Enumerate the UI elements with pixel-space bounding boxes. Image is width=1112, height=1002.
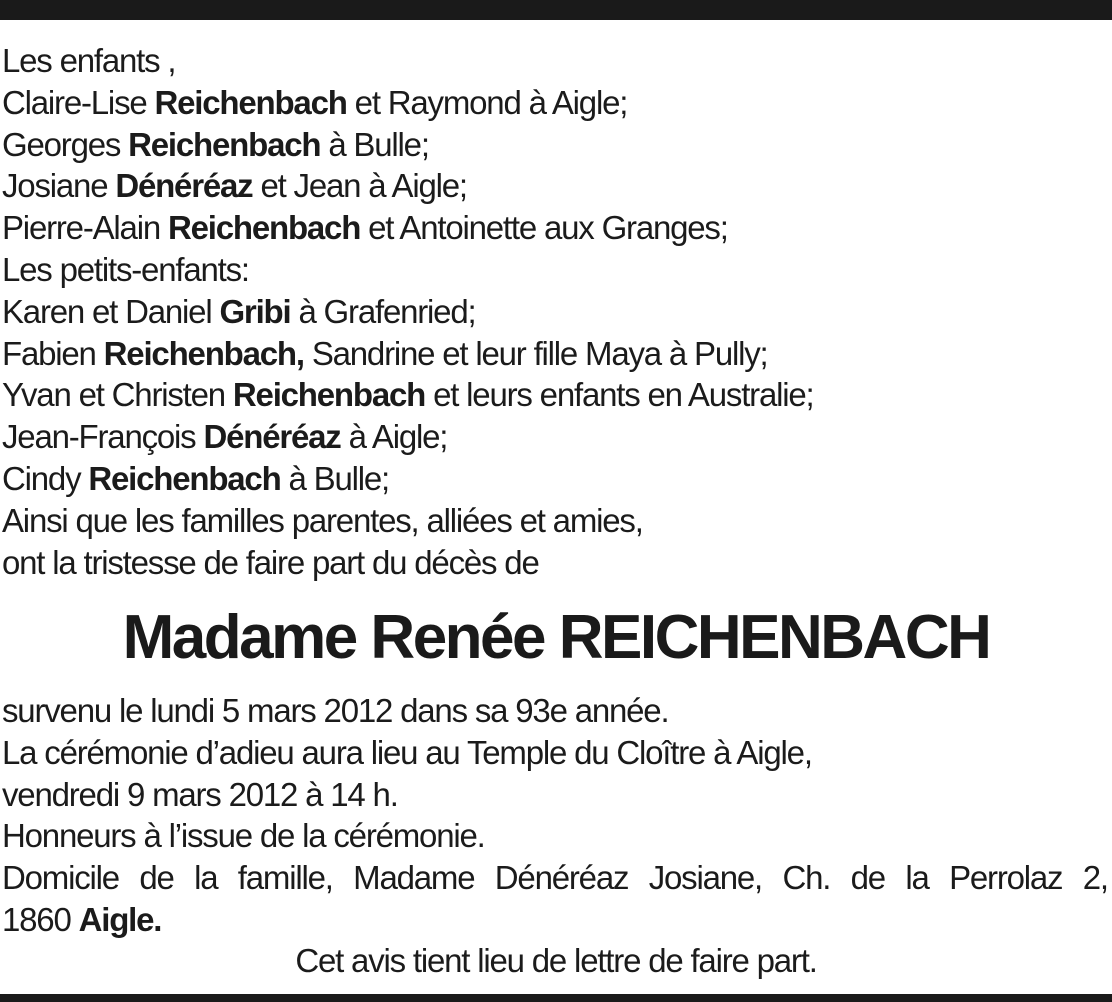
ceremony-details	[2, 690, 1108, 941]
surname: Reichenbach	[88, 459, 281, 497]
family-list	[2, 40, 1108, 583]
child-line: Pierre-Alain Reichenbach et Antoinette aux Granges;	[2, 209, 728, 247]
detail-line: vendredi 9 mars 2012 à 14 h.	[2, 775, 398, 813]
surname: Dénéréaz	[115, 167, 253, 205]
city: Aigle.	[78, 900, 162, 938]
surname: Gribi	[219, 292, 291, 330]
grandchild-line: Cindy Reichenbach à Bulle;	[2, 459, 389, 497]
surname: Reichenbach	[154, 83, 347, 121]
grandchildren-intro: Les petits-enfants:	[2, 250, 249, 288]
child-line: Georges Reichenbach à Bulle;	[2, 125, 429, 163]
grandchild-line: Jean-François Dénéréaz à Aigle;	[2, 418, 448, 456]
child-line: Josiane Dénéréaz et Jean à Aigle;	[2, 167, 467, 205]
surname: Dénéréaz	[203, 418, 341, 456]
family-intro: Les enfants ,	[2, 42, 176, 79]
detail-line: Honneurs à l’issue de la cérémonie.	[2, 817, 485, 855]
grandchild-line: Karen et Daniel Gribi à Grafenried;	[2, 292, 476, 330]
grandchild-line: Yvan et Christen Reichenbach et leurs enfants en Australie;	[2, 376, 814, 414]
closing-line: ont la tristesse de faire part du décès de	[2, 543, 539, 581]
surname: Reichenbach,	[103, 334, 304, 372]
address-line	[2, 899, 1108, 941]
detail-line: La cérémonie d’adieu aura lieu au Temple du Cloître à Aigle,	[2, 733, 812, 771]
surname: Reichenbach	[232, 376, 426, 414]
child-line: Claire-Lise Reichenbach et Raymond à Aigle;	[2, 83, 628, 121]
domicile-line: Domicile de la famille, Madame Dénéréaz Josiane, Ch. de la Perrolaz 2,	[2, 859, 1108, 897]
surname: Reichenbach	[128, 125, 321, 163]
top-rule	[0, 0, 1112, 20]
footer-note: Cet avis tient lieu de lettre de faire part.	[295, 942, 817, 979]
grandchild-line: Fabien Reichenbach, Sandrine et leur fille Maya à Pully;	[2, 334, 768, 372]
surname: Reichenbach	[167, 209, 361, 247]
closing-line: Ainsi que les familles parentes, alliées et amies,	[2, 501, 643, 539]
deceased-name: Madame Renée REICHENBACH	[122, 603, 990, 672]
postal-code: 1860	[2, 900, 71, 938]
bottom-rule	[0, 994, 1112, 1002]
detail-line: survenu le lundi 5 mars 2012 dans sa 93e année.	[2, 692, 669, 729]
